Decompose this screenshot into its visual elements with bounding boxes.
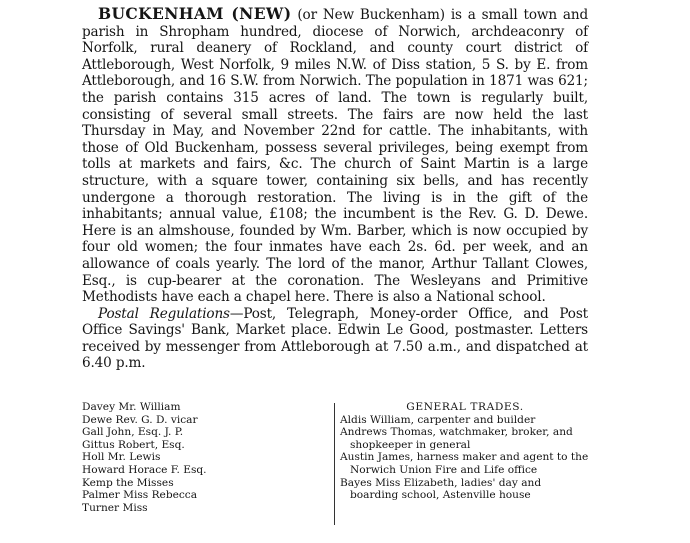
residents-list <box>82 401 332 514</box>
resident-entry: Turner Miss <box>82 501 148 514</box>
resident-entry: Kemp the Misses <box>82 476 174 489</box>
resident-entry: Gittus Robert, Esq. <box>82 438 185 451</box>
resident-entry: Davey Mr. William <box>82 401 181 413</box>
trade-entry: Aldis William, carpenter and builder <box>340 413 536 426</box>
residents-and-trades <box>82 401 588 537</box>
place-entry <box>82 6 588 306</box>
trade-entry: Austin James, harness maker and agent to the Norwich Union Fire and Life office <box>340 451 589 476</box>
resident-entry: Palmer Miss Rebecca <box>82 489 198 502</box>
trade-entry: Bayes Miss Elizabeth, ladies' day and boarding school, Astenville house <box>340 476 542 502</box>
directory-page <box>82 6 588 372</box>
resident-entry: Holl Mr. Lewis <box>82 451 161 464</box>
resident-entry: Howard Horace F. Esq. <box>82 463 207 476</box>
trades-heading: GENERAL TRADES. <box>406 401 524 413</box>
column-divider <box>334 403 335 525</box>
trades-list <box>340 401 590 502</box>
postal-title: Postal Regulations <box>98 305 230 322</box>
resident-entry: Gall John, Esq. J. P. <box>82 426 184 439</box>
postal-regulations <box>82 306 588 372</box>
resident-entry: Dewe Rev. G. D. vicar <box>82 413 198 426</box>
place-heading: BUCKENHAM (NEW) <box>98 4 292 23</box>
trade-entry: Andrews Thomas, watchmaker, broker, and shopkeeper in general <box>340 426 573 451</box>
postal-body: —Post, Telegraph, Money-order Office, and Post Office Savings' Bank, Market place. Edwin Le Good, postmaster. Letters received by messenger from Attleborough at 7.50 a.m., and dispatched at 6.40 p.m. <box>82 305 588 372</box>
place-description: (or New Buckenham) is a small town and parish in Shropham hundred, diocese of Norwich, archdeaconry of Norfolk, rural deanery of Rockland, and county court district of Attleborough, West Norfolk, 9 miles N.W. of Diss station, 5 S. by E. from Attleborough, and 16 S.W. from Norwich. The population in 1871 was 621; the parish contains 315 acres of land. The town is regularly built, consisting of several small streets. The fairs are now held the last Thursday in May, and November 22nd for cattle. The inhabitants, with those of Old Buckenham, possess several privileges, being exempt from tolls at markets and fairs, &c. The church of Saint Martin is a large structure, with a square tower, containing six bells, and has recently undergone a thorough restoration. The living is in the gift of the inhabitants; annual value, £108; the incumbent is the Rev. G. D. Dewe. Here is an almshouse, founded by Wm. Barber, which is now occupied by four old women; the four inmates have each 2s. 6d. per week, and an allowance of coals yearly. The lord of the manor, Arthur Tallant Clowes, Esq., is cup-bearer at the coronation. The Wesleyans and Primitive Methodists have each a chapel here. There is also a National school. <box>82 7 588 306</box>
